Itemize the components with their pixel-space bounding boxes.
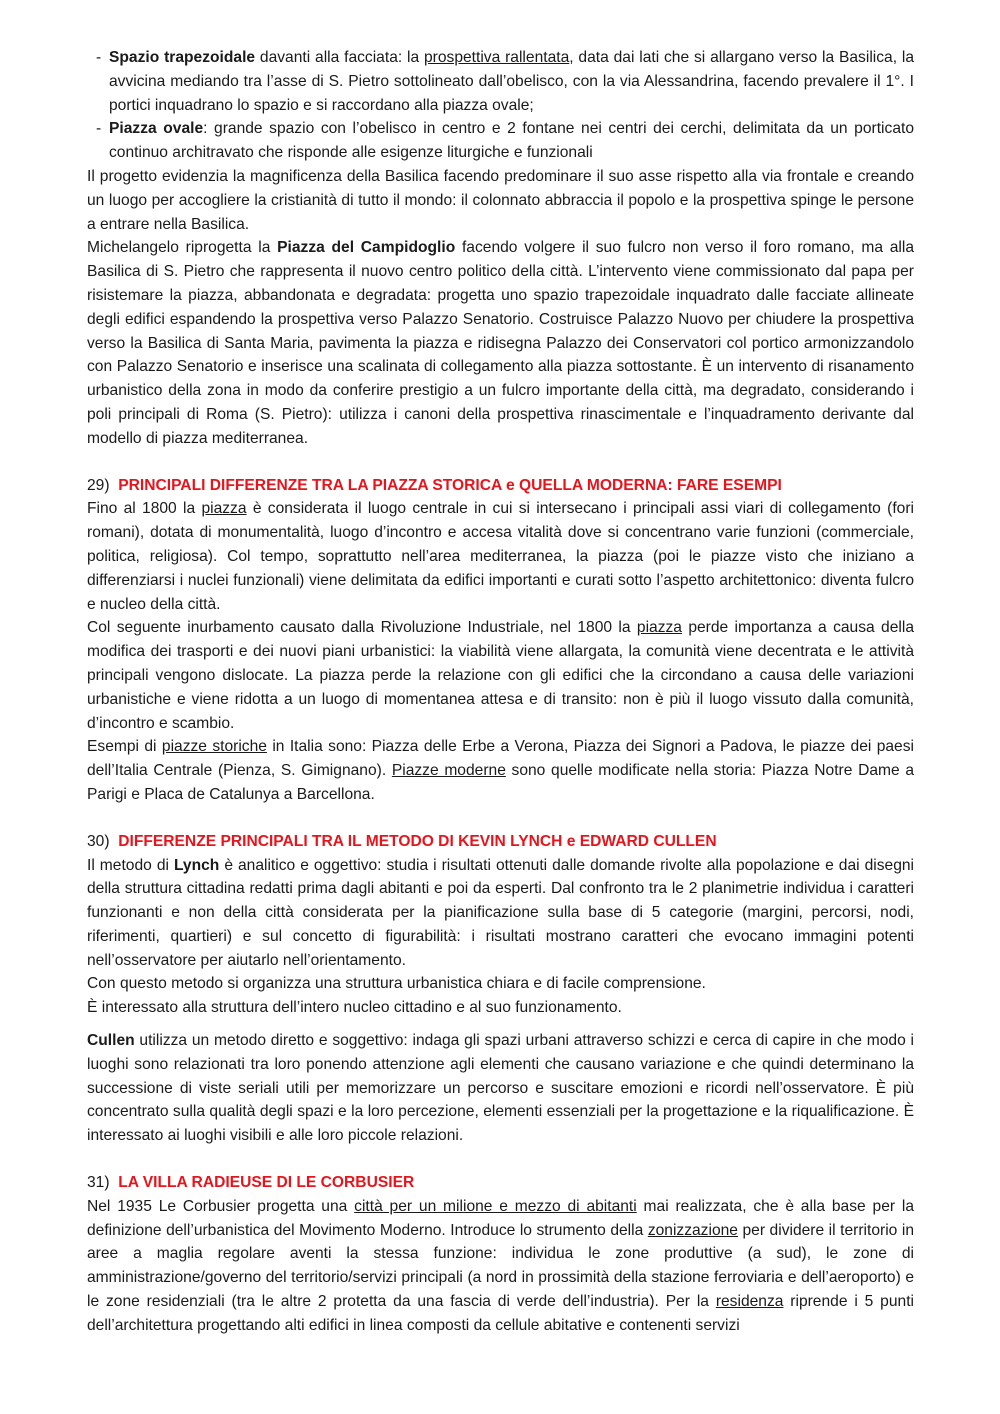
paragraph: Con questo metodo si organizza una struttura urbanistica chiara e di facile comprensione. [87, 975, 706, 993]
list-item: - Spazio trapezoidale davanti alla facciata: la prospettiva rallentata, data dai lati che si allargano verso la Basilica, la avvicina mediando tra l’asse di S. Pietro sottolineato dall’obelisco, con la via Alessandrina, facendo prevalere il 1°. I portici inquadrano lo spazio e si raccordano alla piazza ovale; [109, 46, 914, 117]
paragraph: Esempi di piazze storiche in Italia sono: Piazza delle Erbe a Verona, Piazza dei Signori a Padova, le piazze dei paesi dell’Italia Centrale (Pienza, S. Gimignano). Piazze moderne sono quelle modificate nella storia: Piazza Notre Dame a Parigi e Placa de Catalunya a Barcellona. [87, 738, 915, 803]
section-30-heading: 30) DIFFERENZE PRINCIPALI TRA IL METODO DI KEVIN LYNCH e EDWARD CULLEN [87, 832, 717, 850]
section-31-heading: 31) LA VILLA RADIEUSE DI LE CORBUSIER [87, 1174, 415, 1192]
bullet-list [87, 46, 914, 165]
section-29-heading: 29) PRINCIPALI DIFFERENZE TRA LA PIAZZA STORICA e QUELLA MODERNA: FARE ESEMPI [87, 476, 782, 494]
list-item: - Piazza ovale: grande spazio con l’obelisco in centro e 2 fontane nei centri dei cerchi, delimitata da un porticato continuo architravato che risponde alle esigenze liturgiche e funzionali [109, 117, 914, 165]
paragraph: Nel 1935 Le Corbusier progetta una città per un milione e mezzo di abitanti mai realizzata, che è alla base per la definizione dell’urbanistica del Movimento Moderno. Introduce lo strumento della zonizzazione per dividere il territorio in aree a maglia regolare aventi la stessa funzione: individua le zone produttive (a sud), le zone di amministrazione/governo del territorio/servizi principali (a nord in prossimità della stazione ferroviaria e dell’aeroporto) e le zone residenziali (tra le altre 2 protetta da una fascia di verde dell’industria). Per la residenza riprende i 5 punti dell’architettura progettando alti edifici in linea composti da cellule abitative e contenenti servizi [87, 1197, 915, 1334]
paragraph-campidoglio: Michelangelo riprogetta la Piazza del Campidoglio facendo volgere il suo fulcro non verso il foro romano, ma alla Basilica di S. Pietro che rappresenta il nuovo centro politico della città. L’intervento viene commissionato dal papa per risistemare la piazza, abbandonata e degradata: progetta uno spazio trapezoidale inquadrato dalle facciate allineate degli edifici espandendo la prospettiva verso Palazzo Senatorio. Costruisce Palazzo Nuovo per chiudere la prospettiva verso la Basilica di Santa Maria, pavimenta la piazza e ridisegna Palazzo dei Conservatori col portico armonizzandolo con Palazzo Senatorio e inserisce una scalinata di collegamento alla piazza sottostante. È un intervento di risanamento urbanistico della zona in modo da conferire prestigio a un fulcro importante della città, ma degradato, considerando i poli principali di Roma (S. Pietro): utilizza i canoni della prospettiva rinascimentale e l’inquadramento derivante dal modello di piazza mediterranea. [87, 239, 915, 447]
paragraph: Cullen utilizza un metodo diretto e soggettivo: indaga gli spazi urbani attraverso schizzi e cerca di capire in che modo i luoghi sono relazionati tra loro ponendo attenzione agli elementi che causano variazione e che quindi determinano la successione di viste seriali utili per memorizzare un percorso e suscitare emozioni e ricordi nell’osservatore. È più concentrato sulla qualità degli spazi e la loro percezione, elementi essenziali per la progettazione e la riqualificazione. È interessato ai luoghi visibili e alle loro piccole relazioni. [87, 1032, 914, 1145]
paragraph: Col seguente inurbamento causato dalla Rivoluzione Industriale, nel 1800 la piazza perde importanza a causa della modifica dei trasporti e dei nuovi piani urbanistici: la viabilità viene allargata, la comunità viene decentrata e le attività principali vengono dislocate. La piazza perde la relazione con gli edifici che la circondano a causa delle variazioni urbanistiche e viene ridotta a un luogo di momentanea attesa e di transito: non è più il luogo vissuto dalla comunità, d’incontro e scambio. [87, 619, 914, 732]
paragraph: Fino al 1800 la piazza è considerata il luogo centrale in cui si intersecano i principali assi viari di collegamento (fori romani), dotata di monumentalità, luogo d’incontro e accesa vitalità dove si concentrano varie funzioni (commerciale, politica, religiosa). Col tempo, soprattutto nell’area mediterranea, la piazza (poi le piazze visto che iniziano a differenziarsi i nuclei funzionali) viene delimitata da edifici importanti e curati sotto l’aspetto architettonico: diventa fulcro e nucleo della città. [87, 500, 914, 613]
paragraph-magnificenza: Il progetto evidenzia la magnificenza della Basilica facendo predominare il suo asse rispetto alla via frontale e creando un luogo per accogliere la cristianità di tutto il mondo: il colonnato abbraccia il popolo e la prospettiva spinge le persone a entrare nella Basilica. [87, 167, 914, 233]
paragraph: È interessato alla struttura dell’intero nucleo cittadino e al suo funzionamento. [87, 999, 622, 1017]
paragraph: Il metodo di Lynch è analitico e oggettivo: studia i risultati ottenuti dalle domande rivolte alla popolazione e dai disegni della struttura cittadina redatti prima dagli abitanti e poi da esperti. Dal confronto tra le 2 planimetrie individua i caratteri funzionanti e non della città considerata per la pianificazione sulla base di 5 categorie (margini, percorsi, nodi, riferimenti, quartieri) e sul concetto di figurabilità: i risultati mostrano caratteri che evocano immagini potenti nell’osservatore per aiutarlo nell’orientamento. [87, 856, 914, 969]
document-page [87, 46, 914, 1338]
